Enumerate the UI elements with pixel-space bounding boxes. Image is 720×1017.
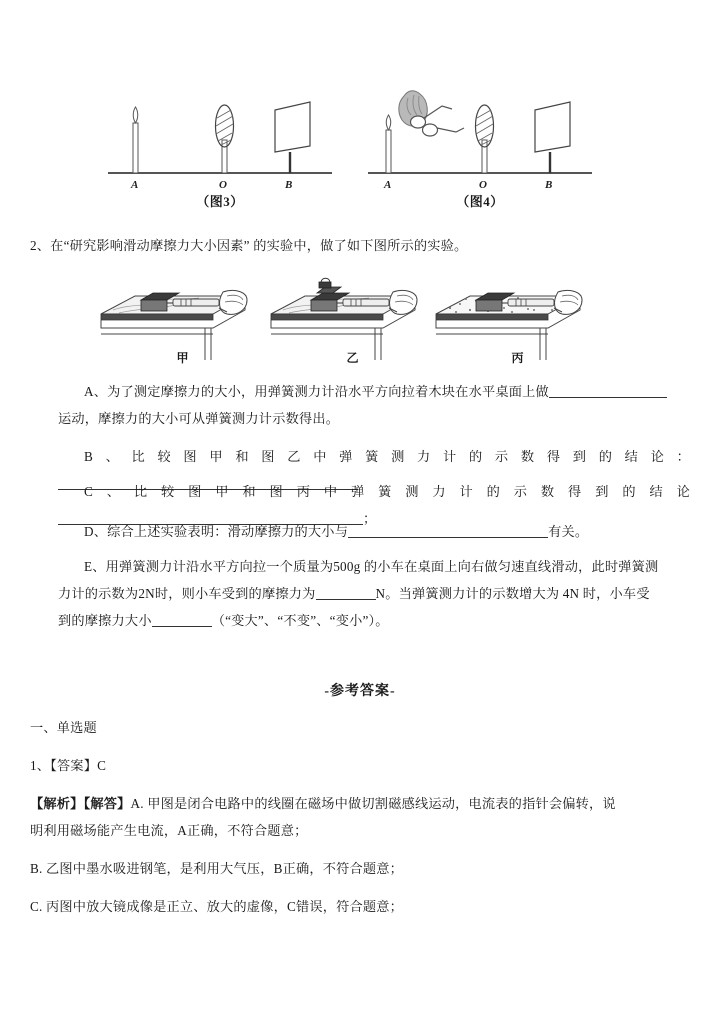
sub-question-c-tail: ；: [363, 511, 377, 526]
friction-figure-jia: [95, 268, 270, 368]
friction-experiment-band: [90, 268, 610, 368]
answer-blank-e2[interactable]: [152, 612, 212, 627]
sub-question-e: [58, 553, 690, 634]
sub-question-a-text-2: 运动，摩擦力的大小可从弹簧测力计示数得出。: [58, 411, 340, 426]
optics-figure-3-label-o: O: [219, 179, 227, 191]
analysis-a-text-1: A. 甲图是闭合电路中的线圈在磁场中做切割磁感线运动，电流表的指针会偏转，说: [130, 796, 616, 811]
sub-question-d-text: D、综合上述实验表明：滑动摩擦力的大小与: [84, 524, 349, 539]
sub-question-e-text-2b: N。当弹簧测力计的示数增大为 4N 时，小车受: [375, 586, 650, 601]
reference-answers-heading: -参考答案-: [324, 684, 396, 699]
hand-with-glasses-icon: [399, 91, 464, 136]
sub-question-a: [58, 378, 690, 432]
answers-section-title: 一、单选题: [30, 720, 97, 735]
optics-figure-4: [360, 78, 600, 210]
answer-blank-e1[interactable]: [316, 585, 376, 600]
friction-figure-yi: [265, 268, 440, 368]
sub-question-e-text-3a: 到的摩擦力大小: [58, 613, 152, 628]
sub-question-a-text-1: A、为了测定摩擦力的大小，用弹簧测力计沿水平方向拉着木块在水平桌面上做: [84, 384, 549, 399]
sub-question-d-tail: 有关。: [548, 524, 589, 539]
optics-figure-4-label-a: A: [384, 179, 392, 191]
sub-question-c-text: C、比较图甲和图丙中弹簧测力计的示数得到的结论: [84, 484, 690, 499]
optics-figure-4-label-o: O: [479, 179, 487, 191]
sub-question-e-text-2a: 力计的示数为2N时，则小车受到的摩擦力为: [58, 586, 316, 601]
optics-figure-3: [100, 78, 340, 210]
friction-figure-bing-caption: 丙: [511, 351, 524, 365]
optics-figure-3-caption: （图3）: [196, 194, 244, 209]
sub-question-d: [58, 518, 690, 545]
optics-figure-4-caption: （图4）: [456, 194, 504, 209]
optics-figure-band: [60, 78, 660, 210]
friction-figure-bing: [430, 268, 605, 368]
optics-figure-3-label-a: A: [131, 179, 139, 191]
friction-figure-yi-caption: 乙: [346, 351, 359, 365]
answer-blank-a[interactable]: [549, 383, 667, 398]
answer-analysis-b: B. 乙图中墨水吸进钢笔，是利用大气压，B正确，不符合题意；: [30, 861, 404, 876]
friction-figure-jia-caption: 甲: [176, 351, 189, 365]
answer-analysis-c: C. 丙图中放大镜成像是正立、放大的虚像，C错误，符合题意；: [30, 899, 404, 914]
answer-analysis-a: [30, 790, 692, 844]
analysis-label: 【解析】【解答】: [30, 796, 131, 811]
answer-blank-d[interactable]: [348, 523, 548, 538]
sub-question-e-text-1: E、用弹簧测力计沿水平方向拉一个质量为500g 的小车在桌面上向右做匀速直线滑动，此时弹簧测: [84, 559, 659, 574]
optics-figure-4-label-b: B: [545, 179, 553, 191]
sub-question-e-text-3b: （“变大”、“不变”、“变小”）。: [211, 613, 389, 628]
question-2-stem: 2、在“研究影响滑动摩擦力大小因素” 的实验中，做了如下图所示的实验。: [30, 238, 468, 253]
sub-question-b-text: B、比较图甲和图乙中弹簧测力计的示数得到的结论：: [84, 449, 690, 464]
analysis-a-text-2: 明利用磁场能产生电流，A正确，不符合题意；: [30, 823, 308, 838]
answer-item-1: 1、【答案】C: [30, 758, 107, 773]
optics-figure-3-label-b: B: [285, 179, 293, 191]
